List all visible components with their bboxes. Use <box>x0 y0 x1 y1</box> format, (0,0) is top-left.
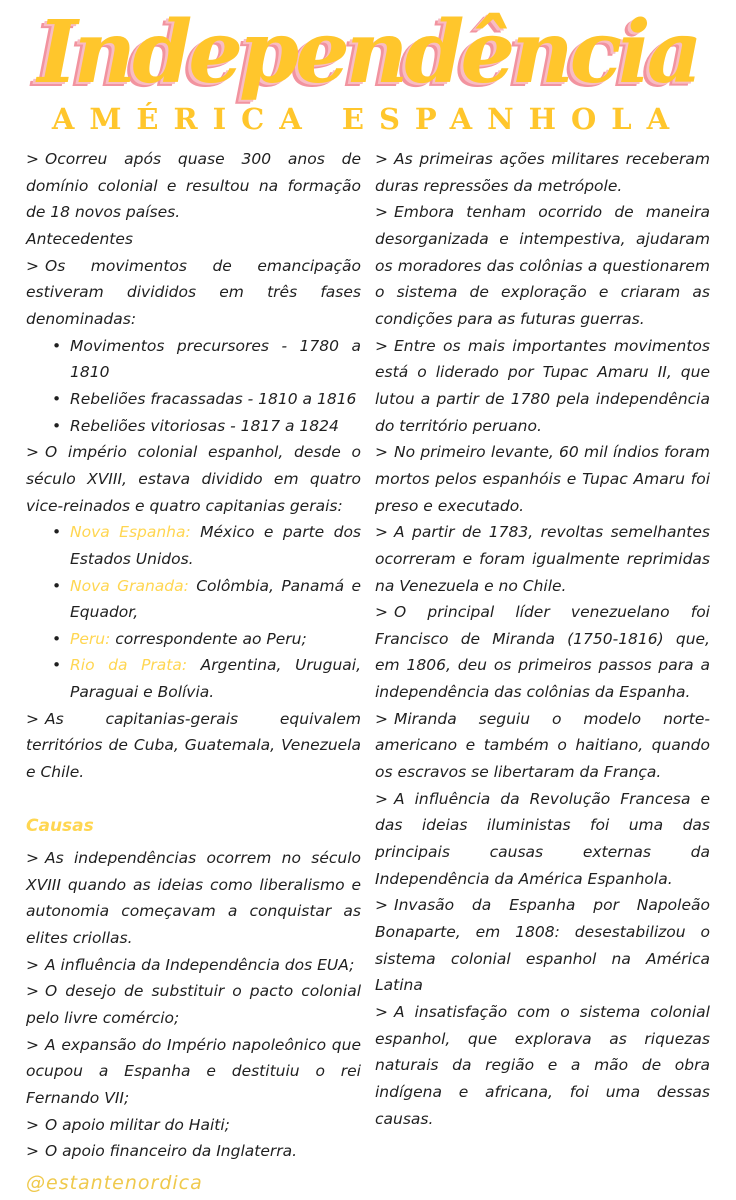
note-paragraph <box>375 333 710 440</box>
note-paragraph <box>26 952 361 979</box>
note-paragraph <box>375 519 710 599</box>
accent-term: Nova Espanha: <box>70 523 201 542</box>
note-paragraph <box>26 845 361 952</box>
arrow-marker: > <box>26 443 39 462</box>
note-text: correspondente ao Peru; <box>115 629 307 648</box>
note-text: A insatisfação com o sistema colonial espanhol, que explorava as riquezas naturais da região e a mão de obra indígena e africana, foi uma dessas causas. <box>375 1003 710 1128</box>
note-text: Embora tenham ocorrido de maneira desorganizada e intempestiva, ajudaram os moradores das colônias a questionarem o sistema de exploração e criaram as condições para as futuras guerras. <box>375 203 710 328</box>
note-paragraph <box>26 253 361 333</box>
note-text: A expansão do Império napoleônico que ocupou a Espanha e destituiu o rei Fernando VII; <box>26 1035 361 1107</box>
note-bullet <box>26 333 361 386</box>
note-paragraph <box>375 146 710 199</box>
credit-handle <box>26 1167 361 1200</box>
note-paragraph <box>375 599 710 706</box>
note-paragraph <box>375 199 710 332</box>
arrow-marker: > <box>375 150 388 168</box>
accent-term: Nova Granada: <box>70 576 197 595</box>
arrow-marker: > <box>26 1142 39 1161</box>
note-paragraph <box>26 146 361 226</box>
note-text: No primeiro levante, 60 mil índios foram mortos pelos espanhóis e Tupac Amaru foi preso e executado. <box>375 443 710 515</box>
arrow-marker: > <box>26 848 39 867</box>
note-text: As capitanias-gerais equivalem territórios de Cuba, Guatemala, Venezuela e Chile. <box>26 709 361 782</box>
right-column <box>375 146 710 1200</box>
note-paragraph <box>26 439 361 519</box>
note-text: A partir de 1783, revoltas semelhantes ocorreram e foram igualmente reprimidas na Venezuela e no Chile. <box>375 523 710 595</box>
note-text: Argentina, Uruguai, Paraguai e Bolívia. <box>70 656 361 702</box>
note-text: O apoio financeiro da Inglaterra. <box>45 1142 298 1161</box>
note-paragraph <box>375 706 710 786</box>
notes-columns <box>0 136 736 1200</box>
arrow-marker: > <box>26 1035 39 1054</box>
note-text: Rebeliões vitoriosas - 1817 a 1824 <box>70 416 339 435</box>
page-subtitle: AMÉRICA ESPANHOLA <box>51 102 685 136</box>
note-paragraph <box>375 892 710 999</box>
note-paragraph <box>375 439 710 519</box>
note-paragraph <box>375 999 710 1132</box>
note-text: O apoio militar do Haiti; <box>45 1115 230 1134</box>
arrow-marker: > <box>375 709 388 728</box>
arrow-marker: > <box>375 203 388 222</box>
arrow-marker: > <box>375 789 388 808</box>
note-text: As primeiras ações militares receberam duras repressões da metrópole. <box>375 150 710 195</box>
note-bullet <box>26 386 361 413</box>
arrow-marker: > <box>375 523 388 542</box>
note-text: Rebeliões fracassadas - 1810 a 1816 <box>70 389 357 408</box>
note-bullet <box>26 626 361 653</box>
note-bullet <box>26 519 361 572</box>
note-text: @estantenordica <box>26 1171 203 1194</box>
arrow-marker: > <box>375 603 388 622</box>
arrow-marker: > <box>375 896 388 915</box>
note-text: Colômbia, Panamá e Equador, <box>70 576 361 622</box>
note-text: Causas <box>26 815 94 836</box>
arrow-marker: > <box>375 443 388 462</box>
left-column <box>26 146 361 1200</box>
note-paragraph <box>26 706 361 786</box>
page-header <box>0 0 736 136</box>
accent-term: Peru: <box>70 629 116 648</box>
arrow-marker: > <box>26 709 39 728</box>
arrow-marker: > <box>375 336 388 355</box>
note-text: Miranda seguiu o modelo norte-americano e também o haitiano, quando os escravos se libertaram da França. <box>375 709 710 782</box>
note-bullet <box>26 573 361 626</box>
note-text: Os movimentos de emancipação estiveram divididos em três fases denominadas: <box>26 256 361 328</box>
note-text: O desejo de substituir o pacto colonial pelo livre comércio; <box>26 982 361 1027</box>
note-text: Antecedentes <box>26 229 133 248</box>
note-text: Movimentos precursores - 1780 a 1810 <box>70 336 361 382</box>
accent-term: Rio da Prata: <box>70 656 201 675</box>
note-text: A influência da Revolução Francesa e das ideias iluministas foi uma das principais causas externas da Independência da América Espanhola. <box>375 789 710 888</box>
note-text: O império colonial espanhol, desde o século XVIII, estava dividido em quatro vice-reinados e quatro capitanias gerais: <box>26 443 361 515</box>
note-text: A influência da Independência dos EUA; <box>45 955 355 974</box>
note-paragraph <box>375 786 710 893</box>
note-paragraph <box>26 1032 361 1112</box>
arrow-marker: > <box>26 256 39 275</box>
note-text: Invasão da Espanha por Napoleão Bonaparte, em 1808: desestabilizou o sistema colonial espanhol na América Latina <box>375 896 710 995</box>
note-text: México e parte dos Estados Unidos. <box>70 523 361 568</box>
note-paragraph <box>26 1112 361 1139</box>
arrow-marker: > <box>26 982 39 1001</box>
arrow-marker: > <box>26 150 39 168</box>
note-text: Entre os mais importantes movimentos está o liderado por Tupac Amaru II, que lutou a partir de 1780 pela independência do território peruano. <box>375 336 710 435</box>
note-text: Ocorreu após quase 300 anos de domínio colonial e resultou na formação de 18 novos países. <box>26 150 361 222</box>
arrow-marker: > <box>26 1115 39 1134</box>
arrow-marker: > <box>26 955 39 974</box>
note-paragraph <box>26 226 361 253</box>
note-paragraph <box>26 978 361 1031</box>
note-text: O principal líder venezuelano foi Francisco de Miranda (1750-1816) que, em 1806, deu os primeiros passos para a independência das colônias da Espanha. <box>375 603 710 702</box>
note-bullet <box>26 652 361 705</box>
note-paragraph <box>26 1138 361 1165</box>
note-text: As independências ocorrem no século XVIII quando as ideias como liberalismo e autonomia começavam a conquistar as elites criollas. <box>26 848 361 947</box>
arrow-marker: > <box>375 1003 388 1021</box>
section-heading <box>26 812 361 841</box>
page-title: Independência <box>37 2 699 103</box>
note-bullet <box>26 413 361 440</box>
